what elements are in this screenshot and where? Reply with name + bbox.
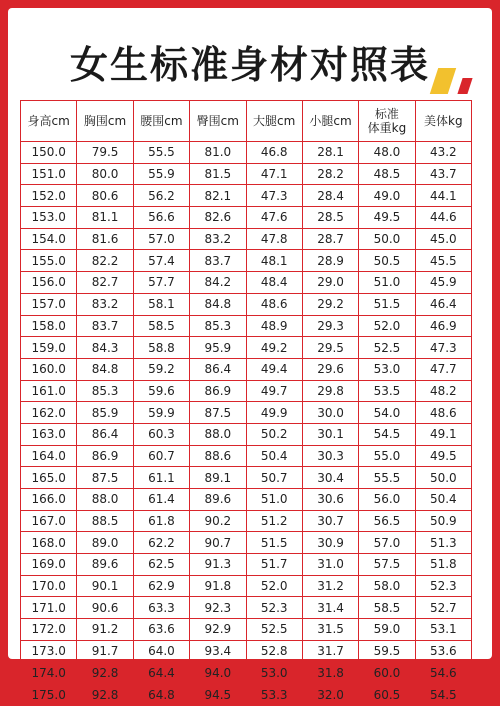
- table-cell: 151.0: [21, 163, 77, 185]
- table-cell: 52.5: [359, 337, 415, 359]
- table-cell: 165.0: [21, 467, 77, 489]
- table-cell: 82.2: [77, 250, 133, 272]
- table-cell: 55.0: [359, 445, 415, 467]
- table-cell: 55.9: [133, 163, 189, 185]
- table-cell: 48.0: [359, 142, 415, 164]
- table-cell: 89.1: [190, 467, 246, 489]
- table-cell: 51.8: [415, 554, 471, 576]
- table-cell: 28.1: [302, 142, 358, 164]
- table-cell: 91.7: [77, 640, 133, 662]
- table-row: [21, 337, 472, 359]
- table-cell: 28.5: [302, 207, 358, 229]
- table-cell: 164.0: [21, 445, 77, 467]
- table-cell: 30.6: [302, 489, 358, 511]
- table-cell: 83.7: [190, 250, 246, 272]
- table-cell: 95.9: [190, 337, 246, 359]
- table-cell: 158.0: [21, 315, 77, 337]
- table-cell: 29.6: [302, 358, 358, 380]
- table-cell: 44.1: [415, 185, 471, 207]
- table-cell: 49.9: [246, 402, 302, 424]
- table-row: [21, 684, 472, 706]
- table-row: [21, 575, 472, 597]
- table-cell: 175.0: [21, 684, 77, 706]
- table-cell: 84.3: [77, 337, 133, 359]
- table-cell: 88.5: [77, 510, 133, 532]
- table-cell: 62.2: [133, 532, 189, 554]
- table-cell: 57.7: [133, 272, 189, 294]
- table-cell: 59.5: [359, 640, 415, 662]
- table-cell: 51.7: [246, 554, 302, 576]
- table-cell: 56.2: [133, 185, 189, 207]
- table-cell: 44.6: [415, 207, 471, 229]
- table-row: [21, 445, 472, 467]
- table-row: [21, 402, 472, 424]
- table-cell: 91.8: [190, 575, 246, 597]
- table-cell: 91.2: [77, 619, 133, 641]
- table-cell: 64.4: [133, 662, 189, 684]
- table-cell: 160.0: [21, 358, 77, 380]
- column-header: 小腿cm: [302, 101, 358, 142]
- table-cell: 60.0: [359, 662, 415, 684]
- table-row: [21, 315, 472, 337]
- table-cell: 53.1: [415, 619, 471, 641]
- table-cell: 92.8: [77, 662, 133, 684]
- table-cell: 87.5: [190, 402, 246, 424]
- table-row: [21, 293, 472, 315]
- table-cell: 163.0: [21, 423, 77, 445]
- table-cell: 174.0: [21, 662, 77, 684]
- table-cell: 31.8: [302, 662, 358, 684]
- table-cell: 58.8: [133, 337, 189, 359]
- table-cell: 56.6: [133, 207, 189, 229]
- table-cell: 90.7: [190, 532, 246, 554]
- table-cell: 89.0: [77, 532, 133, 554]
- table-cell: 52.3: [415, 575, 471, 597]
- table-cell: 90.2: [190, 510, 246, 532]
- table-cell: 56.0: [359, 489, 415, 511]
- table-cell: 94.5: [190, 684, 246, 706]
- table-cell: 85.3: [77, 380, 133, 402]
- table-cell: 51.0: [246, 489, 302, 511]
- table-cell: 59.0: [359, 619, 415, 641]
- table-cell: 64.0: [133, 640, 189, 662]
- page-title: 女生标准身材对照表: [69, 43, 430, 87]
- table-row: [21, 467, 472, 489]
- table-cell: 91.3: [190, 554, 246, 576]
- table-cell: 30.3: [302, 445, 358, 467]
- table-cell: 29.0: [302, 272, 358, 294]
- table-cell: 50.5: [359, 250, 415, 272]
- table-cell: 55.5: [133, 142, 189, 164]
- table-cell: 31.4: [302, 597, 358, 619]
- table-cell: 47.3: [415, 337, 471, 359]
- table-cell: 43.7: [415, 163, 471, 185]
- table-cell: 31.2: [302, 575, 358, 597]
- table-cell: 168.0: [21, 532, 77, 554]
- table-cell: 47.7: [415, 358, 471, 380]
- table-cell: 83.7: [77, 315, 133, 337]
- table-row: [21, 423, 472, 445]
- table-cell: 51.5: [246, 532, 302, 554]
- table-cell: 90.6: [77, 597, 133, 619]
- table-cell: 30.0: [302, 402, 358, 424]
- table-cell: 94.0: [190, 662, 246, 684]
- table-cell: 52.5: [246, 619, 302, 641]
- table-cell: 49.7: [246, 380, 302, 402]
- table-cell: 63.6: [133, 619, 189, 641]
- table-cell: 82.1: [190, 185, 246, 207]
- table-cell: 92.3: [190, 597, 246, 619]
- table-cell: 79.5: [77, 142, 133, 164]
- table-cell: 88.6: [190, 445, 246, 467]
- table-cell: 51.0: [359, 272, 415, 294]
- table-cell: 31.5: [302, 619, 358, 641]
- table-cell: 86.9: [77, 445, 133, 467]
- title-area: [8, 8, 492, 98]
- table-cell: 80.0: [77, 163, 133, 185]
- table-cell: 81.5: [190, 163, 246, 185]
- table-row: [21, 597, 472, 619]
- table-cell: 52.0: [359, 315, 415, 337]
- table-cell: 46.9: [415, 315, 471, 337]
- table-cell: 48.6: [415, 402, 471, 424]
- table-row: [21, 358, 472, 380]
- table-cell: 29.5: [302, 337, 358, 359]
- table-cell: 52.8: [246, 640, 302, 662]
- table-cell: 86.4: [77, 423, 133, 445]
- table-cell: 157.0: [21, 293, 77, 315]
- table-cell: 30.4: [302, 467, 358, 489]
- table-cell: 152.0: [21, 185, 77, 207]
- table-row: [21, 554, 472, 576]
- column-header: 胸围cm: [77, 101, 133, 142]
- table-cell: 81.1: [77, 207, 133, 229]
- table-cell: 150.0: [21, 142, 77, 164]
- table-cell: 154.0: [21, 228, 77, 250]
- table-body: [21, 142, 472, 706]
- table-cell: 53.6: [415, 640, 471, 662]
- table-cell: 50.4: [415, 489, 471, 511]
- table-cell: 83.2: [190, 228, 246, 250]
- column-header: 大腿cm: [246, 101, 302, 142]
- table-cell: 50.9: [415, 510, 471, 532]
- table-cell: 47.6: [246, 207, 302, 229]
- table-cell: 172.0: [21, 619, 77, 641]
- table-cell: 153.0: [21, 207, 77, 229]
- table-cell: 52.0: [246, 575, 302, 597]
- table-cell: 63.3: [133, 597, 189, 619]
- table-cell: 49.4: [246, 358, 302, 380]
- table-cell: 82.7: [77, 272, 133, 294]
- table-cell: 58.5: [359, 597, 415, 619]
- table-cell: 61.8: [133, 510, 189, 532]
- table-cell: 57.4: [133, 250, 189, 272]
- column-header: 臀围cm: [190, 101, 246, 142]
- table-cell: 48.6: [246, 293, 302, 315]
- table-row: [21, 662, 472, 684]
- table-cell: 50.2: [246, 423, 302, 445]
- table-cell: 58.1: [133, 293, 189, 315]
- table-cell: 49.2: [246, 337, 302, 359]
- table-cell: 47.8: [246, 228, 302, 250]
- table-cell: 80.6: [77, 185, 133, 207]
- table-cell: 61.1: [133, 467, 189, 489]
- table-cell: 84.8: [77, 358, 133, 380]
- table-row: [21, 380, 472, 402]
- table-cell: 87.5: [77, 467, 133, 489]
- table-cell: 55.5: [359, 467, 415, 489]
- table-cell: 29.3: [302, 315, 358, 337]
- table-cell: 48.1: [246, 250, 302, 272]
- table-cell: 88.0: [77, 489, 133, 511]
- table-cell: 48.9: [246, 315, 302, 337]
- table-cell: 29.2: [302, 293, 358, 315]
- table-row: [21, 619, 472, 641]
- table-cell: 82.6: [190, 207, 246, 229]
- table-cell: 29.8: [302, 380, 358, 402]
- table-cell: 59.2: [133, 358, 189, 380]
- table-cell: 28.4: [302, 185, 358, 207]
- table-cell: 166.0: [21, 489, 77, 511]
- table-cell: 28.7: [302, 228, 358, 250]
- table-cell: 53.5: [359, 380, 415, 402]
- table-cell: 45.5: [415, 250, 471, 272]
- table-cell: 85.3: [190, 315, 246, 337]
- table-cell: 64.8: [133, 684, 189, 706]
- table-cell: 53.0: [359, 358, 415, 380]
- table-cell: 89.6: [77, 554, 133, 576]
- table-cell: 31.0: [302, 554, 358, 576]
- table-cell: 171.0: [21, 597, 77, 619]
- table-cell: 81.0: [190, 142, 246, 164]
- table-cell: 93.4: [190, 640, 246, 662]
- table-cell: 47.1: [246, 163, 302, 185]
- table-cell: 45.0: [415, 228, 471, 250]
- table-cell: 57.0: [359, 532, 415, 554]
- table-cell: 54.5: [359, 423, 415, 445]
- table-cell: 58.5: [133, 315, 189, 337]
- table-row: [21, 640, 472, 662]
- table-cell: 162.0: [21, 402, 77, 424]
- table-cell: 62.5: [133, 554, 189, 576]
- table-cell: 51.5: [359, 293, 415, 315]
- table-cell: 92.8: [77, 684, 133, 706]
- table-cell: 49.0: [359, 185, 415, 207]
- table-cell: 50.0: [359, 228, 415, 250]
- table-cell: 85.9: [77, 402, 133, 424]
- table-row: [21, 272, 472, 294]
- table-cell: 169.0: [21, 554, 77, 576]
- table-cell: 81.6: [77, 228, 133, 250]
- table-cell: 54.0: [359, 402, 415, 424]
- table-row: [21, 185, 472, 207]
- table-cell: 155.0: [21, 250, 77, 272]
- table-cell: 54.6: [415, 662, 471, 684]
- table-cell: 159.0: [21, 337, 77, 359]
- table-cell: 30.1: [302, 423, 358, 445]
- table-row: [21, 250, 472, 272]
- table-cell: 84.8: [190, 293, 246, 315]
- table-cell: 92.9: [190, 619, 246, 641]
- table-cell: 60.7: [133, 445, 189, 467]
- table-cell: 31.7: [302, 640, 358, 662]
- table-cell: 30.9: [302, 532, 358, 554]
- table-row: [21, 142, 472, 164]
- table-cell: 57.0: [133, 228, 189, 250]
- table-cell: 156.0: [21, 272, 77, 294]
- table-cell: 59.9: [133, 402, 189, 424]
- table-cell: 32.0: [302, 684, 358, 706]
- table-cell: 48.4: [246, 272, 302, 294]
- table-cell: 173.0: [21, 640, 77, 662]
- table-cell: 59.6: [133, 380, 189, 402]
- table-cell: 89.6: [190, 489, 246, 511]
- table-cell: 47.3: [246, 185, 302, 207]
- table-cell: 28.2: [302, 163, 358, 185]
- table-cell: 46.8: [246, 142, 302, 164]
- table-cell: 49.1: [415, 423, 471, 445]
- table-cell: 49.5: [359, 207, 415, 229]
- table-cell: 45.9: [415, 272, 471, 294]
- table-cell: 86.9: [190, 380, 246, 402]
- column-header: 美体kg: [415, 101, 471, 142]
- table-cell: 170.0: [21, 575, 77, 597]
- table-cell: 90.1: [77, 575, 133, 597]
- table-cell: 50.7: [246, 467, 302, 489]
- column-header: 标准 体重kg: [359, 101, 415, 142]
- size-chart-table: [20, 100, 472, 706]
- table-cell: 167.0: [21, 510, 77, 532]
- table-row: [21, 532, 472, 554]
- table-cell: 161.0: [21, 380, 77, 402]
- table-cell: 61.4: [133, 489, 189, 511]
- table-cell: 48.5: [359, 163, 415, 185]
- table-cell: 60.3: [133, 423, 189, 445]
- table-cell: 62.9: [133, 575, 189, 597]
- column-header: 身高cm: [21, 101, 77, 142]
- table-cell: 83.2: [77, 293, 133, 315]
- table-cell: 84.2: [190, 272, 246, 294]
- table-cell: 86.4: [190, 358, 246, 380]
- table-cell: 57.5: [359, 554, 415, 576]
- table-cell: 51.2: [246, 510, 302, 532]
- table-cell: 54.5: [415, 684, 471, 706]
- table-row: [21, 228, 472, 250]
- table-cell: 56.5: [359, 510, 415, 532]
- table-row: [21, 163, 472, 185]
- table-cell: 53.0: [246, 662, 302, 684]
- column-header: 腰围cm: [133, 101, 189, 142]
- table-row: [21, 510, 472, 532]
- table-cell: 58.0: [359, 575, 415, 597]
- table-cell: 52.7: [415, 597, 471, 619]
- table-cell: 50.4: [246, 445, 302, 467]
- table-cell: 30.7: [302, 510, 358, 532]
- table-cell: 52.3: [246, 597, 302, 619]
- table-cell: 60.5: [359, 684, 415, 706]
- table-row: [21, 489, 472, 511]
- table-cell: 53.3: [246, 684, 302, 706]
- table-cell: 51.3: [415, 532, 471, 554]
- table-cell: 28.9: [302, 250, 358, 272]
- table-cell: 46.4: [415, 293, 471, 315]
- table-row: [21, 207, 472, 229]
- table-header-row: [21, 101, 472, 142]
- table-cell: 48.2: [415, 380, 471, 402]
- table-cell: 50.0: [415, 467, 471, 489]
- table-cell: 49.5: [415, 445, 471, 467]
- table-cell: 88.0: [190, 423, 246, 445]
- table-cell: 43.2: [415, 142, 471, 164]
